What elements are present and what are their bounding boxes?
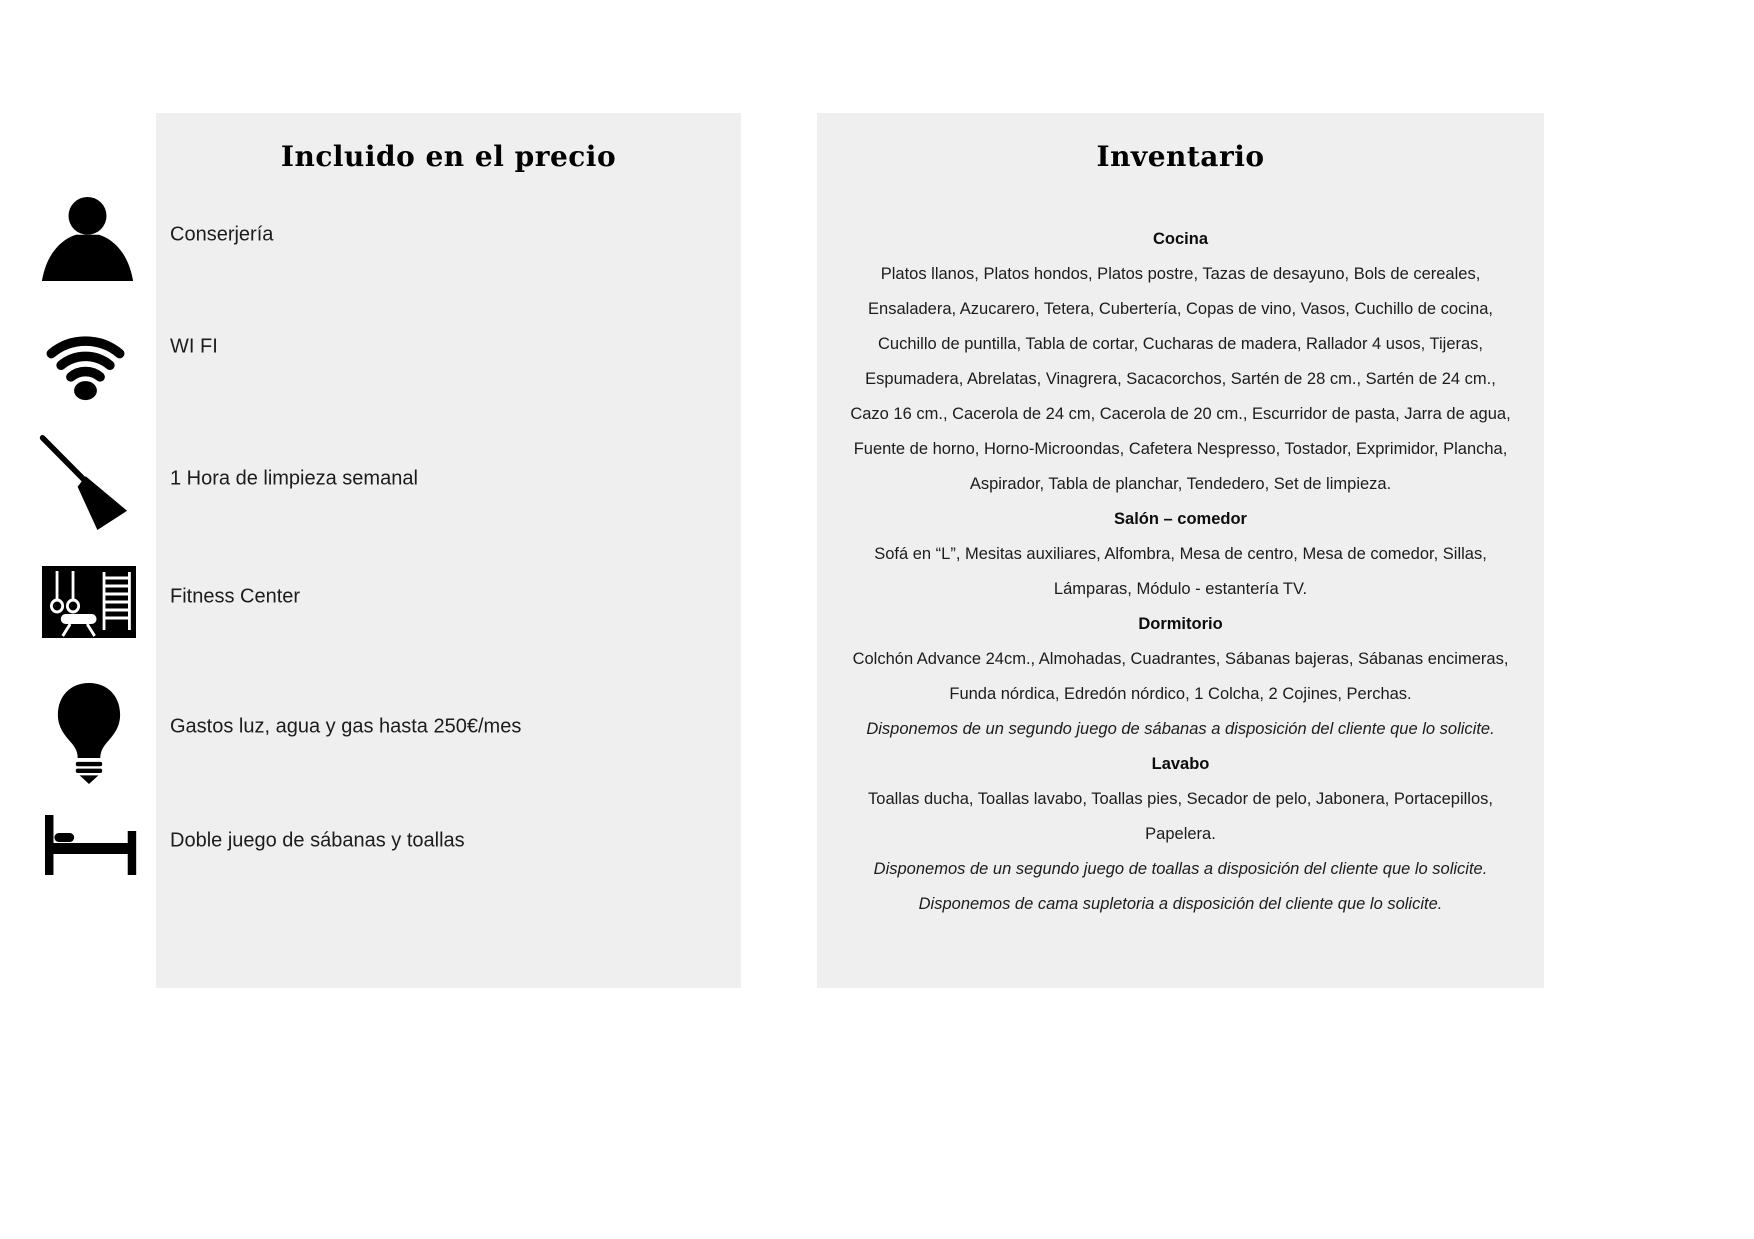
inventory-note: Disponemos de cama supletoria a disposición del cliente que lo solicite.: [918, 895, 1443, 913]
inventory-section-heading: Salón – comedor: [1114, 510, 1247, 528]
inventory-panel-title: Inventario: [1096, 140, 1265, 173]
inventory-note: Disponemos de un segundo juego de sábanas a disposición del cliente que lo solicite.: [866, 720, 1495, 738]
inventory-line: Platos llanos, Platos hondos, Platos postre, Tazas de desayuno, Bols de cereales,: [880, 265, 1481, 283]
inventory-line: Sofá en “L”, Mesitas auxiliares, Alfombra, Mesa de centro, Mesa de comedor, Sillas,: [874, 545, 1487, 563]
included-item-sabanas: Doble juego de sábanas y toallas: [170, 829, 465, 852]
inventory-line: Fuente de horno, Horno-Microondas, Cafetera Nespresso, Tostador, Exprimidor, Plancha,: [853, 440, 1508, 458]
included-item-limpieza: 1 Hora de limpieza semanal: [170, 467, 418, 490]
included-item-wifi: WI FI: [170, 335, 218, 358]
gym-icon: [42, 566, 136, 638]
broom-icon: [38, 434, 128, 530]
inventory-section-heading: Lavabo: [1151, 755, 1210, 773]
inventory-note: Disponemos de un segundo juego de toallas a disposición del cliente que lo solicite.: [873, 860, 1488, 878]
included-item-conserjeria: Conserjería: [170, 223, 274, 246]
inventory-line: Lámparas, Módulo - estantería TV.: [1053, 580, 1308, 598]
inventory-line: Funda nórdica, Edredón nórdico, 1 Colcha, 2 Cojines, Perchas.: [949, 685, 1412, 703]
inventory-line: Aspirador, Tabla de planchar, Tendedero, Set de limpieza.: [969, 475, 1392, 493]
inventory-sections: [829, 222, 1532, 922]
wifi-icon: [38, 324, 133, 402]
lightbulb-icon: [56, 683, 122, 785]
inventory-line: Ensaladera, Azucarero, Tetera, Cubertería, Copas de vino, Vasos, Cuchillo de cocina,: [868, 300, 1493, 318]
inventory-line: Cuchillo de puntilla, Tabla de cortar, Cucharas de madera, Rallador 4 usos, Tijeras,: [877, 335, 1484, 353]
inventory-section-heading: Dormitorio: [1138, 615, 1223, 633]
included-panel: [156, 113, 741, 988]
inventory-line: Espumadera, Abrelatas, Vinagrera, Sacacorchos, Sartén de 28 cm., Sartén de 24 cm.,: [865, 370, 1496, 388]
inventory-line: Colchón Advance 24cm., Almohadas, Cuadrantes, Sábanas bajeras, Sábanas encimeras,: [852, 650, 1509, 668]
person-icon: [40, 196, 135, 281]
inventory-line: Papelera.: [1145, 825, 1216, 843]
inventory-line: Cazo 16 cm., Cacerola de 24 cm, Cacerola de 20 cm., Escurridor de pasta, Jarra de agua,: [850, 405, 1511, 423]
inventory-panel: [817, 113, 1544, 988]
inventory-line: Toallas ducha, Toallas lavabo, Toallas pies, Secador de pelo, Jabonera, Portacepillos,: [868, 790, 1493, 808]
inventory-section-heading: Cocina: [1152, 230, 1208, 248]
included-panel-title: Incluido en el precio: [280, 140, 617, 173]
included-item-fitness: Fitness Center: [170, 585, 301, 608]
included-item-gastos: Gastos luz, agua y gas hasta 250€/mes: [170, 715, 522, 738]
bed-icon: [45, 815, 139, 875]
